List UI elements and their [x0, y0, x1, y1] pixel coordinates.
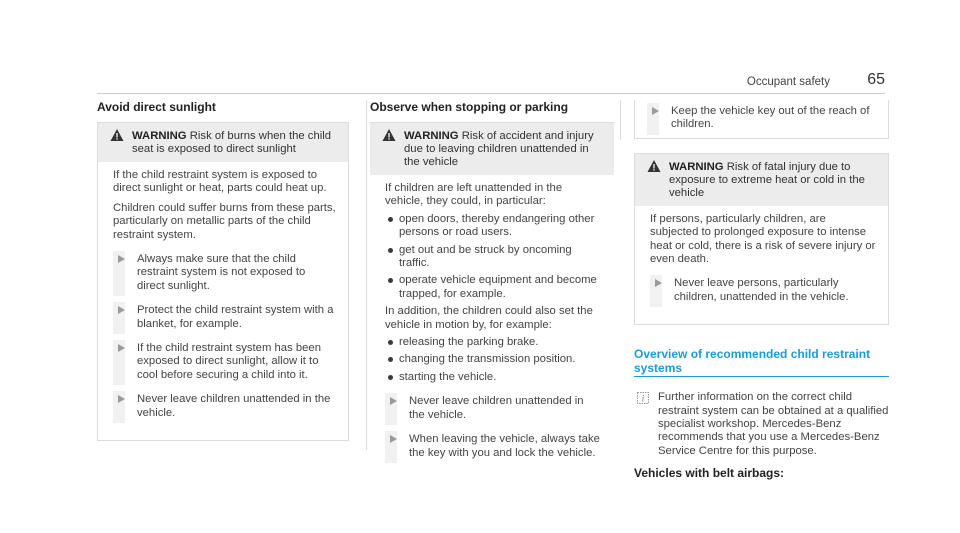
- note-text: Further information on the correct child restraint system can be obtained at a qualified specialist workshop. Mercedes-Benz recommends that you use a Mercedes-Benz Service Centre for this purpose.: [658, 391, 889, 457]
- bullet-icon: [388, 278, 393, 283]
- list-item-text: starting the vehicle.: [399, 370, 497, 383]
- warning-text: Risk of burns when the child seat is exposed to direct sunlight: [132, 130, 332, 155]
- column-divider: [366, 100, 367, 450]
- column-stopping-parking: [370, 100, 614, 480]
- instruction-step: [113, 393, 336, 420]
- step-text: Protect the child restraint system with a blanket, for example.: [137, 304, 334, 330]
- heading-belt-airbags: Vehicles with belt airbags:: [634, 466, 785, 481]
- list-item-text: operate vehicle equipment and become trapped, for example.: [399, 274, 597, 300]
- step-text: Keep the vehicle key out of the reach of children.: [671, 105, 870, 131]
- list-item-text: changing the transmission position.: [399, 353, 576, 366]
- paragraph: If children are left unattended in the vehicle, they could, in particular:: [385, 182, 563, 208]
- list-item: [385, 244, 602, 271]
- paragraph: In addition, the children could also set the vehicle in motion by, for example:: [385, 305, 593, 331]
- step-text: Never leave children unattended in the vehicle.: [137, 393, 331, 419]
- warning-box-burns: [97, 122, 349, 441]
- continued-box: [634, 100, 889, 139]
- page-header: [97, 70, 885, 94]
- list-item: [385, 213, 602, 240]
- warning-text: Risk of accident and injury due to leaving children unattended in the vehicle: [404, 130, 594, 168]
- column-avoid-sunlight: [97, 100, 349, 441]
- instruction-step: [647, 105, 876, 132]
- step-arrow-icon: [118, 255, 125, 263]
- step-arrow-icon: [390, 397, 397, 405]
- warning-box-extreme-heat: [634, 153, 889, 325]
- list-item: [385, 353, 602, 366]
- list-item: [385, 336, 602, 349]
- instruction-step: [113, 253, 336, 293]
- warning-header: [635, 154, 888, 206]
- step-arrow-icon: [652, 107, 659, 115]
- bullet-icon: [388, 248, 393, 253]
- step-arrow-icon: [390, 435, 397, 443]
- instruction-step: [113, 342, 336, 382]
- list-item: [385, 274, 602, 301]
- warning-box-unattended: [370, 122, 614, 480]
- step-arrow-icon: [118, 344, 125, 352]
- warning-body: [635, 206, 888, 324]
- warning-triangle-icon: [382, 128, 396, 142]
- paragraph: Children could suffer burns from these parts, particularly on metallic parts of the child restraint system.: [113, 201, 336, 241]
- warning-text: Risk of fatal injury due to exposure to extreme heat or cold in the vehicle: [669, 160, 865, 199]
- step-arrow-icon: [655, 279, 662, 287]
- bullet-icon: [388, 217, 393, 222]
- column-right: [634, 100, 889, 488]
- instruction-step: [385, 395, 602, 422]
- list-item: [385, 371, 602, 384]
- warning-triangle-icon: [647, 159, 661, 173]
- list-item-text: open doors, thereby endangering other persons or road users.: [399, 212, 595, 239]
- bullet-icon: [388, 340, 393, 345]
- warning-body: [98, 162, 348, 440]
- step-text: If the child restraint system has been exposed to direct sunlight, allow it to cool before securing a child into it.: [137, 342, 321, 381]
- step-text: When leaving the vehicle, always take the key with you and lock the vehicle.: [409, 433, 600, 459]
- svg-text:i: i: [641, 393, 645, 404]
- recommended-child-restraint-link[interactable]: Overview of recommended child restraint systems: [634, 347, 889, 377]
- warning-header: [370, 123, 614, 175]
- paragraph: If the child restraint system is exposed to direct sunlight or heat, parts could heat up.: [113, 169, 327, 195]
- bullet-icon: [388, 375, 393, 380]
- step-arrow-icon: [118, 395, 125, 403]
- step-text: Always make sure that the child restraint system is not exposed to direct sunlight.: [137, 253, 306, 292]
- warning-body: [370, 175, 614, 480]
- info-note: [634, 391, 889, 458]
- instruction-step: [385, 433, 602, 460]
- link-wrapper: [634, 347, 889, 377]
- heading-stopping-parking: Observe when stopping or parking: [370, 100, 569, 114]
- heading-avoid-sunlight: Avoid direct sunlight: [97, 100, 216, 114]
- step-arrow-icon: [118, 306, 125, 314]
- column-divider: [620, 100, 621, 140]
- info-icon: [637, 392, 649, 404]
- page-number: 65: [867, 71, 885, 88]
- warning-label: WARNING: [669, 160, 724, 173]
- warning-header: [98, 123, 348, 162]
- instruction-step: [650, 277, 876, 304]
- list-item-text: get out and be struck by oncoming traffic.: [399, 243, 572, 270]
- warning-label: WARNING: [404, 130, 459, 142]
- section-title: Occupant safety: [746, 76, 830, 88]
- warning-triangle-icon: [110, 128, 124, 142]
- step-text: Never leave children unattended in the vehicle.: [409, 395, 584, 421]
- instruction-step: [113, 304, 336, 331]
- step-text: Never leave persons, particularly children, unattended in the vehicle.: [674, 277, 849, 303]
- list-item-text: releasing the parking brake.: [399, 336, 539, 349]
- warning-label: WARNING: [132, 130, 187, 142]
- paragraph: If persons, particularly children, are subjected to prolonged exposure to intense heat or cold, there is a risk of severe injury or even death.: [650, 212, 876, 266]
- bullet-icon: [388, 357, 393, 362]
